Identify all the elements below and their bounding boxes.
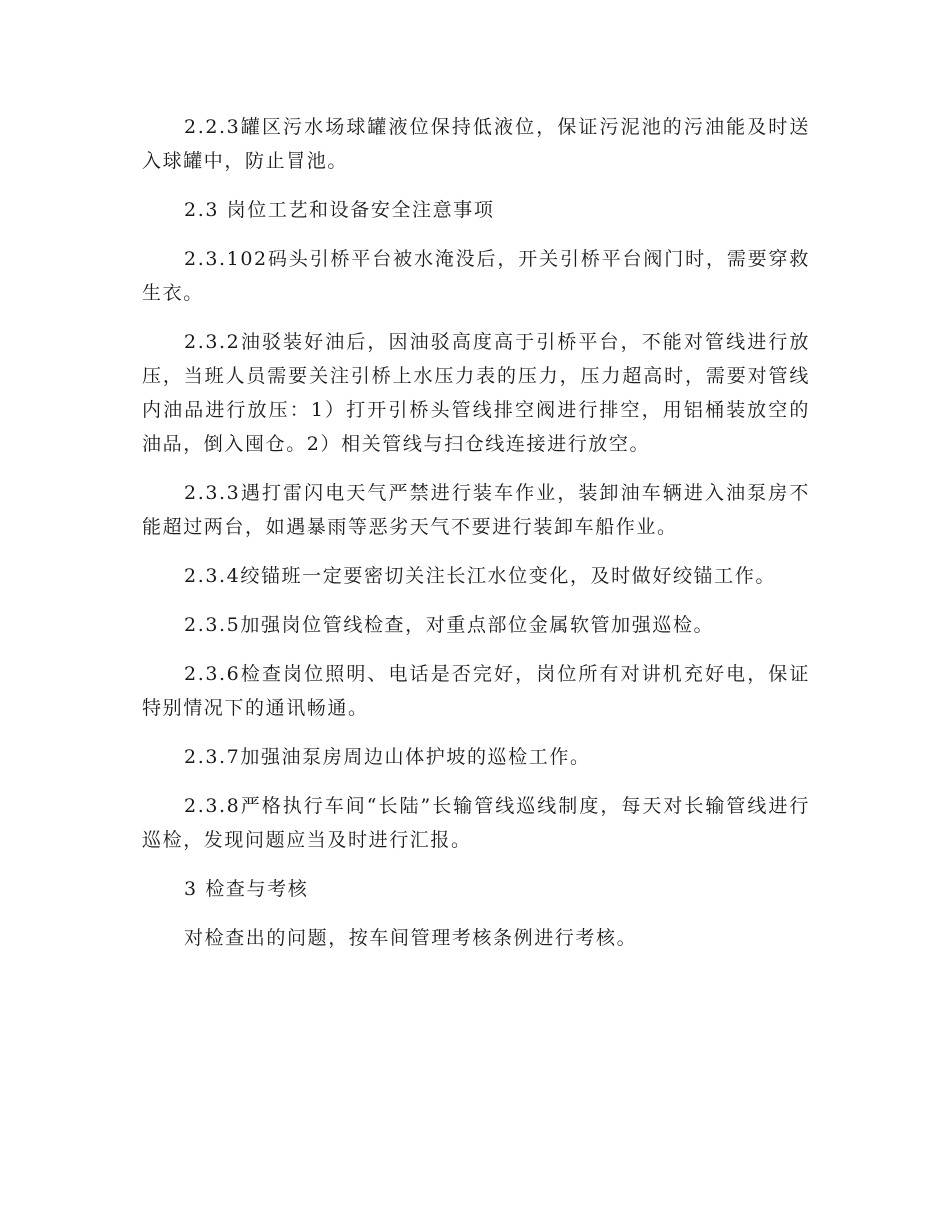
paragraph-2-3-5: 2.3.5加强岗位管线检查，对重点部位金属软管加强巡检。 [184,614,715,636]
paragraph-2-3-6: 2.3.6检查岗位照明、电话是否完好，岗位所有对讲机充好电，保证特别情况下的通讯畅通。 [142,663,810,719]
paragraph-2-3-3: 2.3.3遇打雷闪电天气严禁进行装车作业，装卸油车辆进入油泵房不能超过两台，如遇暴雨等恶劣天气不要进行装卸车船作业。 [142,482,810,538]
paragraph-3: 对检查出的问题，按车间管理考核条例进行考核。 [184,927,638,949]
section-heading-2-3: 2.3 岗位工艺和设备安全注意事项 [184,199,495,221]
paragraph-2-3-2: 2.3.2油驳装好油后，因油驳高度高于引桥平台，不能对管线进行放压，当班人员需要关注引桥上水压力表的压力，压力超高时，需要对管线内油品进行放压：1）打开引桥头管线排空阀进行排空，用铝桶装放空的油品，倒入囤仓。2）相关管线与扫仓线连接进行放空。 [142,331,810,455]
paragraph-2-2-3: 2.2.3罐区污水场球罐液位保持低液位，保证污泥池的污油能及时送入球罐中，防止冒池。 [142,116,810,172]
paragraph-2-3-1: 2.3.102码头引桥平台被水淹没后，开关引桥平台阀门时，需要穿救生衣。 [142,248,810,304]
document-body [142,110,810,955]
paragraph-2-3-4: 2.3.4绞锚班一定要密切关注长江水位变化，及时做好绞锚工作。 [184,565,776,587]
paragraph-2-3-8: 2.3.8严格执行车间“长陆”长输管线巡线制度，每天对长输管线进行巡检，发现问题应当及时进行汇报。 [142,795,810,851]
section-heading-3: 3 检查与考核 [184,878,309,900]
paragraph-2-3-7: 2.3.7加强油泵房周边山体护坡的巡检工作。 [184,746,591,768]
